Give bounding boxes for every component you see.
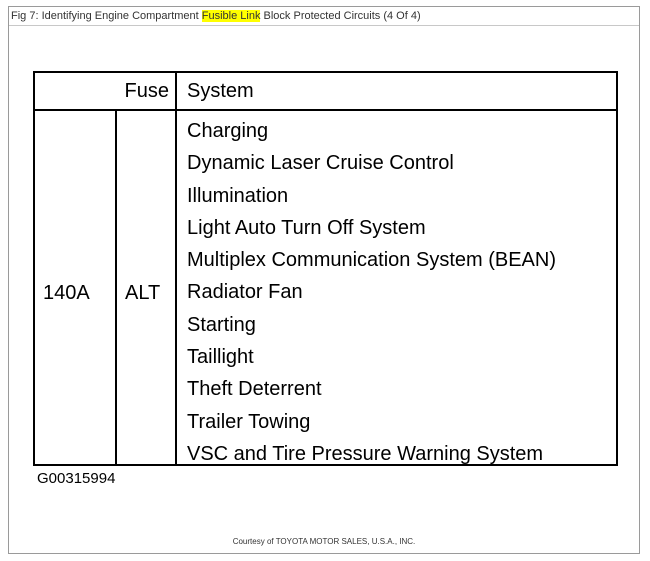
- caption-highlight: Fusible Link: [201, 10, 261, 22]
- system-item: VSC and Tire Pressure Warning System: [187, 442, 544, 465]
- system-item: Taillight: [187, 346, 254, 369]
- courtesy-credit: Courtesy of TOYOTA MOTOR SALES, U.S.A., INC.: [232, 537, 416, 546]
- system-item: Theft Deterrent: [187, 378, 322, 401]
- amperage-header: [35, 73, 115, 109]
- caption-prefix: Fig 7: Identifying Engine Compartment: [11, 10, 202, 22]
- header-divider: [35, 109, 616, 111]
- system-item: Multiplex Communication System (BEAN): [187, 249, 556, 272]
- system-item: Light Auto Turn Off System: [187, 216, 426, 239]
- fuse-column-divider: [175, 73, 177, 464]
- amperage-value: 140A: [43, 282, 90, 304]
- caption-suffix: Block Protected Circuits (4 Of 4): [260, 10, 421, 22]
- amperage-column-divider: [115, 109, 117, 464]
- figure-code: G00315994: [37, 470, 116, 487]
- figure-frame: [8, 6, 640, 554]
- fuse-name: ALT: [125, 282, 161, 304]
- system-list: [187, 115, 556, 470]
- fuse-table: [33, 71, 618, 466]
- system-item: Illumination: [187, 184, 289, 207]
- fuse-header: Fuse: [124, 80, 169, 102]
- system-item: Starting: [187, 313, 256, 336]
- system-item: Charging: [187, 120, 269, 142]
- system-item: Trailer Towing: [187, 410, 311, 433]
- system-item: Radiator Fan: [187, 281, 303, 304]
- system-item: Dynamic Laser Cruise Control: [187, 152, 454, 175]
- system-header: System: [187, 80, 254, 102]
- figure-caption: [9, 7, 639, 26]
